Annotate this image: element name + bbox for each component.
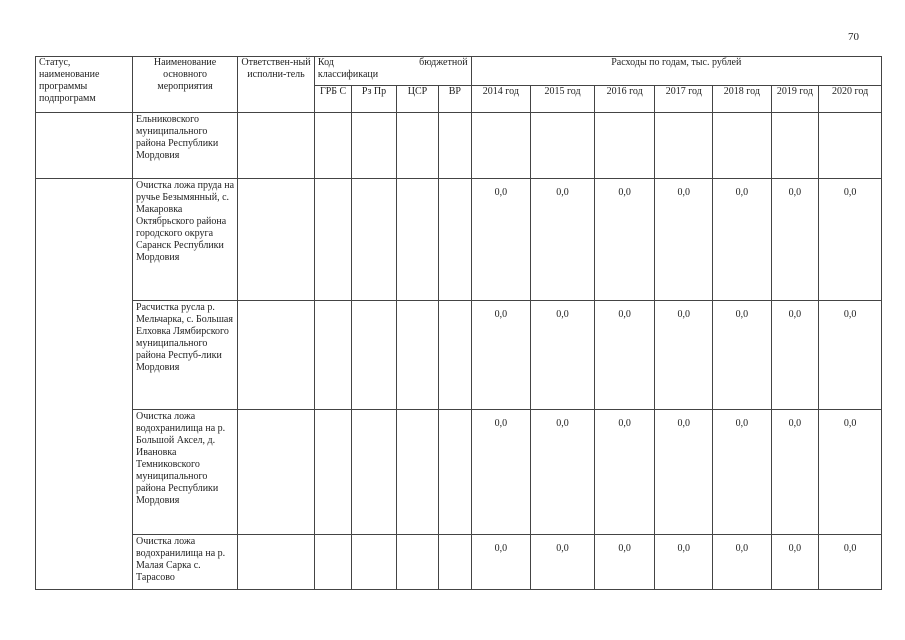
header-year-2017: 2017 год <box>655 86 713 113</box>
value-cell: 0,0 <box>771 410 818 535</box>
value-cell: 0,0 <box>594 535 655 590</box>
code-cell <box>396 410 438 535</box>
header-year-2018: 2018 год <box>713 86 772 113</box>
executor-cell <box>238 535 315 590</box>
status-cell <box>36 179 133 590</box>
page-number: 70 <box>848 31 859 43</box>
value-cell <box>771 113 818 179</box>
value-cell <box>471 113 531 179</box>
value-cell <box>819 113 882 179</box>
code-cell <box>352 535 396 590</box>
value-cell <box>594 113 655 179</box>
code-cell <box>396 301 438 410</box>
code-cell <box>352 301 396 410</box>
table-row <box>36 535 882 590</box>
value-cell: 0,0 <box>771 179 818 301</box>
header-status: Статус, наименование программы подпрограмм <box>36 57 133 113</box>
table-row <box>36 179 882 301</box>
header-budget-code <box>314 57 471 86</box>
header-year-2020: 2020 год <box>819 86 882 113</box>
header-code-rzpr: Рз Пр <box>352 86 396 113</box>
value-cell: 0,0 <box>531 301 595 410</box>
executor-cell <box>238 410 315 535</box>
code-cell <box>396 179 438 301</box>
value-cell: 0,0 <box>594 179 655 301</box>
code-cell <box>439 113 471 179</box>
budget-table <box>35 56 882 590</box>
value-cell: 0,0 <box>471 179 531 301</box>
table-row <box>36 301 882 410</box>
code-cell <box>352 410 396 535</box>
executor-cell <box>238 179 315 301</box>
header-year-2014: 2014 год <box>471 86 531 113</box>
value-cell: 0,0 <box>771 535 818 590</box>
value-cell: 0,0 <box>594 410 655 535</box>
value-cell: 0,0 <box>655 179 713 301</box>
code-cell <box>314 410 351 535</box>
value-cell: 0,0 <box>819 535 882 590</box>
value-cell: 0,0 <box>819 410 882 535</box>
activity-name: Расчистка русла р. Мельчарка, с. Большая Елховка Лямбирского муниципального района Респуб-лики Мордовия <box>133 301 238 410</box>
value-cell: 0,0 <box>471 301 531 410</box>
value-cell: 0,0 <box>713 179 772 301</box>
value-cell <box>655 113 713 179</box>
status-cell <box>36 113 133 179</box>
value-cell: 0,0 <box>655 301 713 410</box>
executor-cell <box>238 301 315 410</box>
value-cell <box>713 113 772 179</box>
header-code-word3: классификаци <box>317 69 379 80</box>
activity-name: Очистка ложа водохранилища на р. Большой Аксел, д. Ивановка Темниковского муниципального района Республики Мордовия <box>133 410 238 535</box>
header-executor: Ответствен-ный исполни-тель <box>238 57 315 113</box>
code-cell <box>314 179 351 301</box>
header-expenses: Расходы по годам, тыс. рублей <box>471 57 881 86</box>
code-cell <box>352 179 396 301</box>
activity-name: Очистка ложа пруда на ручье Безымянный, с. Макаровка Октябрьского района городского округа Саранск Республики Мордовия <box>133 179 238 301</box>
header-code-vr: ВР <box>439 86 471 113</box>
value-cell: 0,0 <box>713 535 772 590</box>
value-cell: 0,0 <box>771 301 818 410</box>
activity-name: Ельниковского муниципального района Республики Мордовия <box>133 113 238 179</box>
header-row-1 <box>36 57 882 86</box>
header-activity: Наименование основного мероприятия <box>133 57 238 113</box>
code-cell <box>352 113 396 179</box>
header-code-grbs: ГРБ С <box>314 86 351 113</box>
code-cell <box>439 179 471 301</box>
value-cell: 0,0 <box>655 535 713 590</box>
value-cell: 0,0 <box>713 301 772 410</box>
header-year-2019: 2019 год <box>771 86 818 113</box>
value-cell: 0,0 <box>713 410 772 535</box>
code-cell <box>439 535 471 590</box>
code-cell <box>396 113 438 179</box>
value-cell <box>531 113 595 179</box>
value-cell: 0,0 <box>471 410 531 535</box>
value-cell: 0,0 <box>819 301 882 410</box>
value-cell: 0,0 <box>531 179 595 301</box>
value-cell: 0,0 <box>819 179 882 301</box>
value-cell: 0,0 <box>531 535 595 590</box>
code-cell <box>314 113 351 179</box>
code-cell <box>439 410 471 535</box>
header-code-word2: бюджетной <box>419 57 468 68</box>
table-row <box>36 410 882 535</box>
table-row <box>36 113 882 179</box>
header-code-word1: Код <box>317 57 334 68</box>
value-cell: 0,0 <box>594 301 655 410</box>
header-year-2016: 2016 год <box>594 86 655 113</box>
code-cell <box>314 301 351 410</box>
activity-name: Очистка ложа водохранилища на р. Малая Сарка с. Тарасово <box>133 535 238 590</box>
header-year-2015: 2015 год <box>531 86 595 113</box>
header-code-csr: ЦСР <box>396 86 438 113</box>
code-cell <box>314 535 351 590</box>
value-cell: 0,0 <box>471 535 531 590</box>
value-cell: 0,0 <box>655 410 713 535</box>
code-cell <box>396 535 438 590</box>
executor-cell <box>238 113 315 179</box>
code-cell <box>439 301 471 410</box>
value-cell: 0,0 <box>531 410 595 535</box>
